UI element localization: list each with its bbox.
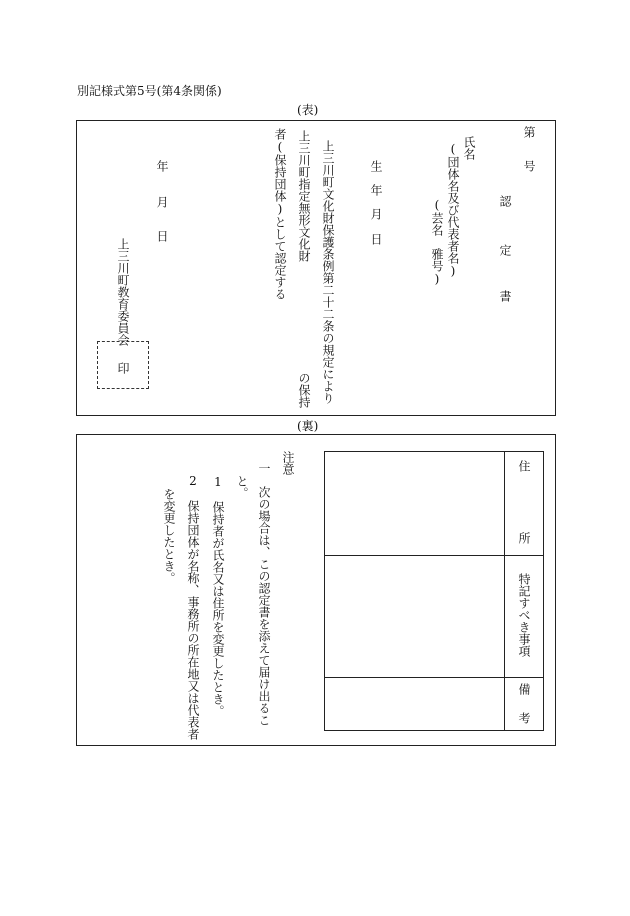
birth-hi: 日 <box>369 233 383 245</box>
title-sho: 書 <box>498 290 512 302</box>
title-tei: 定 <box>498 244 512 256</box>
issue-hi: 日 <box>155 230 169 242</box>
stage-name-label: (芸名 雅号) <box>430 198 444 286</box>
front-side-label: (表) <box>297 103 319 117</box>
birth-nen: 年 <box>369 184 383 196</box>
certificate-body-line1: 上三川町文化財保護条例第二十二条の規定により <box>321 140 335 404</box>
address-label-bottom: 所 <box>517 532 531 544</box>
title-nin: 認 <box>498 195 512 207</box>
table-label-divider <box>504 451 505 731</box>
number-dai: 第 <box>522 126 536 138</box>
birth-tsuki: 月 <box>369 208 383 220</box>
form-label: 別記様式第5号(第4条関係) <box>77 84 222 98</box>
note-item2-line2: を変更したとき。 <box>162 488 176 584</box>
table-row-divider <box>324 555 544 556</box>
table-row-divider <box>324 677 544 678</box>
note-item1: 1 保持者が氏名又は住所を変更したとき。 <box>211 475 225 717</box>
address-label-top: 住 <box>517 460 531 472</box>
seal-mark: 印 <box>116 362 130 374</box>
issuer-name: 上三川町教育委員会 <box>116 238 130 346</box>
remarks-label-top: 備 <box>517 683 531 695</box>
records-table <box>324 451 544 731</box>
issue-tsuki: 月 <box>155 196 169 208</box>
remarks-label-bottom: 考 <box>517 712 531 724</box>
note-item2-line1: 2 保持団体が名称、事務所の所在地又は代表者 <box>186 474 200 740</box>
special-notes-label: 特記すべき事項 <box>517 573 531 657</box>
notes-title: 注意 <box>281 451 295 475</box>
note1-line2: と。 <box>235 475 249 499</box>
issue-nen: 年 <box>155 160 169 172</box>
group-rep-label: (団体名及び代表者名) <box>446 142 460 278</box>
note1-line1: 一 次の場合は、この認定書を添えて届け出るこ <box>257 462 271 726</box>
certificate-body-line2-tail: の保持 <box>297 372 311 408</box>
certificate-body-line2: 上三川町指定無形文化財 <box>297 130 311 262</box>
back-side-label: (裏) <box>297 419 319 433</box>
certificate-body-line3: 者(保持団体)として認定する <box>273 128 287 300</box>
holder-name-label: 氏名 <box>462 136 476 160</box>
number-go: 号 <box>522 160 536 172</box>
birth-sei: 生 <box>369 160 383 172</box>
